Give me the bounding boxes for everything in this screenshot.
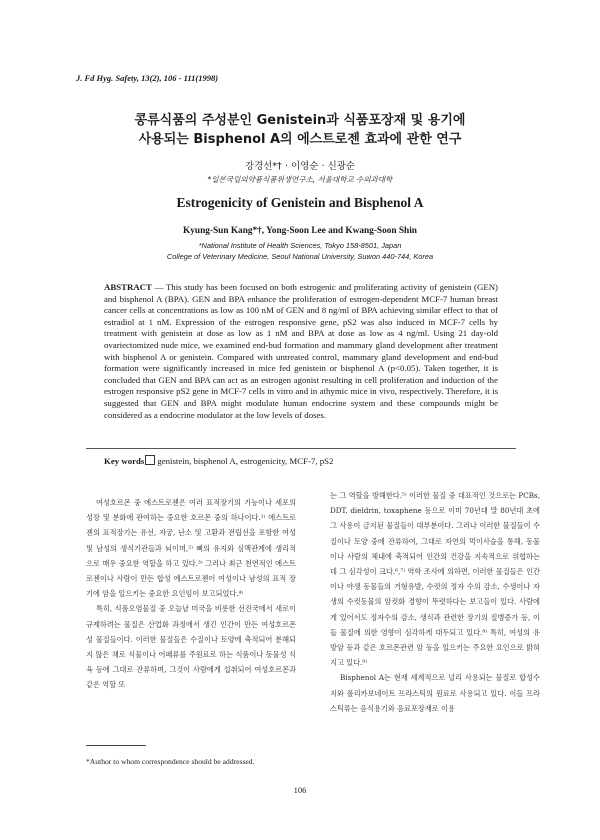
korean-affiliation: *일본국립의약품식품위생연구소, 서울대학교 수의과대학 — [207, 175, 393, 184]
abstract-text: This study has been focused on both estrogenic and proliferating activity of genistein (GEN) and bisphenol A (BPA). GEN and BPA enhance the proliferation of estrogen-dependent MCF-7 human breast cancer cells at concentrations as low as 100 nM of GEN and 8 ng/ml of BPA achieving similar effect to that of estradiol at 1 nM. Expression of the estrogen responsive gene, pS2 was also induced in MCF-7 cells by treatment with genistein at dose as low as 1 nM and BPA at dose as low as 4 ng/ml. Using 21 day-old ovariectomized nude mice, we examined end-bud formation and mammary gland development after treatment with bisphenol A or genistein. Compared with untreated control, mammary gland development and end-bud formation were significantly increased in mice fed genistein or bisphenol A (p<0.05). Taken together, it is concluded that GEN and BPA can act as an estrogen agonist resulting in cell proliferation and induction of the estrogen responsive pS2 gene in MCF-7 cells in vitro and in athymic mice in vivo, respectively. Therefore, it is suggested that GEN and BPA might modulate human endocrine system and these compounds might be considered as a endocrine modulator at the low levels of doses. — [104, 282, 498, 420]
keywords — [104, 455, 498, 466]
body-paragraph: 여성호르몬 중 에스트로젠은 여러 표적장기의 기능이나 세포의 성장 및 분화에 관여하는 중요한 호르몬 중의 하나이다.¹⁾ 에스트로젠의 표적장기는 유선, 자궁, 난소 및 고환과 전립선을 포함한 여성 및 남성의 생식기관들과 뇌이며,²⁾ 뼈의 유지와 심맥관계에 생리적으로 매우 중요한 역할을 하고 있다.³⁾ 그러나 최근 천연적인 에스트로젠이나 사람이 만든 합성 에스트로젠이 여성이나 남성의 표적 장기에 암을 일으키는 중요한 요인임이 보고되었다.⁴⁾ — [86, 498, 296, 599]
journal-citation: J. Fd Hyg. Safety, 13(2), 106 - 111(1998) — [76, 73, 219, 83]
keywords-label: Key words — [104, 456, 145, 466]
affiliation-line: College of Veterinary Medicine, Seoul National University, Suwon 440-744, Korea — [166, 252, 434, 261]
body-paragraph: 는 그 역할을 방해한다.⁵⁾ 이러한 물질 중 대표적인 것으로는 PCBs, DDT, dieldrin, toxaphene 등으로 이미 70년대 말 80년대 초에 그 사용이 금지된 물질들이 대부분이다. 그러나 이러한 물질들이 수질이나 토양 중에 잔류하여, 그대로 자연의 먹이사슬을 통해, 동물이나 사람의 체내에 축적되어 인간의 건강을 지속적으로 위협하는데 그 심각성이 크다.⁶,⁷⁾ 역학 조사에 의하면, 이러한 물질들은 인간이나 야생 동물들의 거형유발, 수컷의 정자 수의 감소, 수생이나 자생의 수컷동물의 암컷화 경향이 뚜렷하다는 보고들이 있다. 사람에게 있어서도 정자수의 감소, 생식과 관련한 장기의 질병증가 등, 이들 물질에 의한 영향이 심각하게 대두되고 있다.⁸⁾ 특히, 여성의 유방암 등과 같은 호르몬관련 암 등을 일으키는 주요한 요인으로 밝혀지고 있다.⁹⁾ — [330, 491, 540, 668]
footnote: *Author to whom correspondence should be addressed. — [86, 757, 255, 766]
body-column-right — [330, 488, 540, 716]
korean-authors: 강경선*† · 이영순 · 신광순 — [244, 161, 356, 172]
footnote-divider — [86, 745, 146, 746]
abstract-label: ABSTRACT — [104, 282, 152, 292]
korean-title-line: 콩류식품의 주성분인 Genistein과 식품포장재 및 용기에 — [134, 113, 466, 128]
body-column-left — [86, 495, 296, 693]
keywords-box-icon — [145, 455, 155, 465]
body-paragraph: 특히, 식품오염물질 중 오늘날 미국을 비롯한 선진국에서 새로이 규제하려는 물질은 산업화 과정에서 생긴 인간이 만든 여성호르몬성 물질들이다. 이러한 물질들은 수질이나 토양에 축적되어 분해되지 않은 채로 식물이나 어패류를 주원료로 하는 식품이나 동물성 식육 등에 그대로 잔류하며, 그것이 사람에게 섭취되어 여성호르몬과 같은 역할 또 — [86, 604, 296, 690]
korean-title — [0, 111, 600, 149]
abstract — [104, 282, 498, 421]
body-paragraph: Bisphenol A는 현재 세계적으로 널리 사용되는 물질로 합성수지와 폴리카보네이트 프라스틱의 원료로 사용되고 있다. 이들 프라스틱류는 음식용기와 음료포장재로 이용 — [330, 673, 540, 713]
affiliation-line: *National Institute of Health Sciences, Tokyo 158-8501, Japan — [198, 241, 402, 250]
keywords-text: genistein, bisphenol A, estrogenicity, MCF-7, pS2 — [157, 456, 334, 466]
english-affiliation — [0, 240, 600, 262]
english-title: Estrogenicity of Genistein and Bisphenol A — [176, 195, 424, 210]
keywords-divider — [86, 448, 516, 449]
korean-title-line: 사용되는 Bisphenol A의 에스트로젠 효과에 관한 연구 — [138, 132, 462, 147]
english-authors: Kyung-Sun Kang*†, Yong-Soon Lee and Kwang-Soon Shin — [183, 226, 417, 236]
abstract-dash: — — [151, 282, 166, 292]
page-number: 106 — [293, 785, 307, 795]
